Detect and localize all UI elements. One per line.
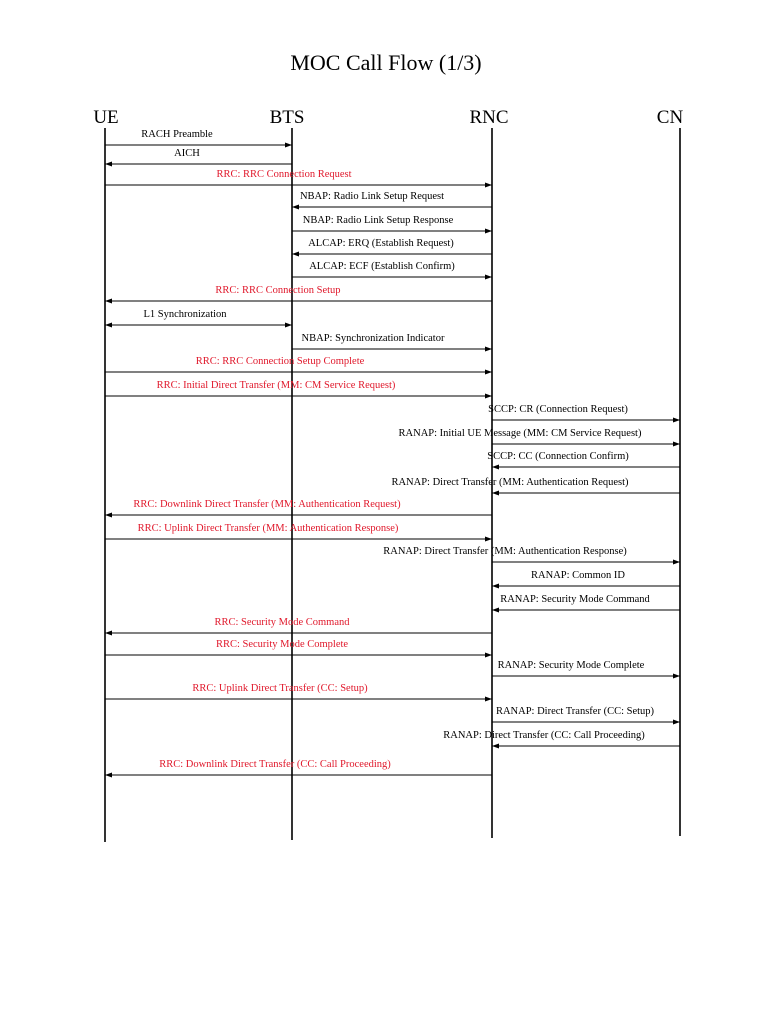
message-22 xyxy=(105,617,492,633)
message-label: RRC: Downlink Direct Transfer (CC: Call Proceeding) xyxy=(159,759,391,770)
message-label: RANAP: Security Mode Command xyxy=(500,594,650,605)
message-5 xyxy=(292,215,492,231)
message-14 xyxy=(399,428,680,444)
message-10 xyxy=(292,333,492,349)
message-label: NBAP: Radio Link Setup Request xyxy=(299,191,445,202)
message-label: RRC: Security Mode Complete xyxy=(215,639,349,650)
message-4 xyxy=(292,191,492,207)
entity-label-cn: CN xyxy=(656,107,684,128)
message-label: NBAP: Radio Link Setup Response xyxy=(302,215,454,226)
message-19 xyxy=(383,546,680,562)
message-label: RANAP: Common ID xyxy=(531,570,625,581)
message-label: RRC: Downlink Direct Transfer (MM: Authentication Request) xyxy=(133,499,401,510)
message-28 xyxy=(105,759,492,775)
message-20 xyxy=(492,570,680,586)
message-label: ALCAP: ERQ (Establish Request) xyxy=(308,238,454,249)
entity-label-rnc: RNC xyxy=(469,107,509,128)
message-7 xyxy=(292,261,492,277)
message-3 xyxy=(105,169,492,185)
message-label: NBAP: Synchronization Indicator xyxy=(301,333,445,344)
message-label: L1 Synchronization xyxy=(143,309,227,320)
entity-label-bts: BTS xyxy=(269,107,305,128)
message-label: RACH Preamble xyxy=(141,129,213,140)
message-label: AICH xyxy=(174,148,200,159)
message-label: RANAP: Direct Transfer (CC: Setup) xyxy=(495,706,655,717)
message-24 xyxy=(492,660,680,676)
message-15 xyxy=(487,451,680,467)
message-12 xyxy=(105,380,492,396)
message-26 xyxy=(492,706,680,722)
message-label: RANAP: Direct Transfer (MM: Authentication Response) xyxy=(383,546,627,557)
message-label: RANAP: Security Mode Complete xyxy=(497,660,645,671)
message-label: RRC: RRC Connection Request xyxy=(216,169,352,180)
message-25 xyxy=(105,683,492,699)
message-label: RRC: RRC Connection Setup xyxy=(215,285,341,296)
message-label: RRC: Initial Direct Transfer (MM: CM Service Request) xyxy=(156,380,396,391)
message-21 xyxy=(492,594,680,610)
message-2 xyxy=(105,148,292,164)
message-label: RRC: Security Mode Command xyxy=(214,617,350,628)
message-8 xyxy=(105,285,492,301)
message-label: RRC: Uplink Direct Transfer (CC: Setup) xyxy=(192,683,368,694)
message-6 xyxy=(292,238,492,254)
entity-label-ue: UE xyxy=(93,107,119,128)
message-label: SCCP: CR (Connection Request) xyxy=(488,404,628,415)
message-label: RANAP: Direct Transfer (MM: Authentication Request) xyxy=(391,477,629,488)
diagram-title: MOC Call Flow (1/3) xyxy=(290,50,482,75)
message-label: RRC: Uplink Direct Transfer (MM: Authentication Response) xyxy=(137,523,399,534)
message-label: RANAP: Initial UE Message (MM: CM Service Request) xyxy=(398,428,642,439)
message-23 xyxy=(105,639,492,655)
message-18 xyxy=(105,523,492,539)
message-1 xyxy=(105,129,292,145)
message-label: RANAP: Direct Transfer (CC: Call Proceeding) xyxy=(443,730,645,741)
message-17 xyxy=(105,499,492,515)
message-16 xyxy=(391,477,680,493)
message-11 xyxy=(105,356,492,372)
message-label: RRC: RRC Connection Setup Complete xyxy=(195,356,365,367)
message-label: ALCAP: ECF (Establish Confirm) xyxy=(309,261,455,272)
message-label: SCCP: CC (Connection Confirm) xyxy=(487,451,629,462)
message-13 xyxy=(488,404,680,420)
message-27 xyxy=(443,730,680,746)
message-9 xyxy=(105,309,292,325)
